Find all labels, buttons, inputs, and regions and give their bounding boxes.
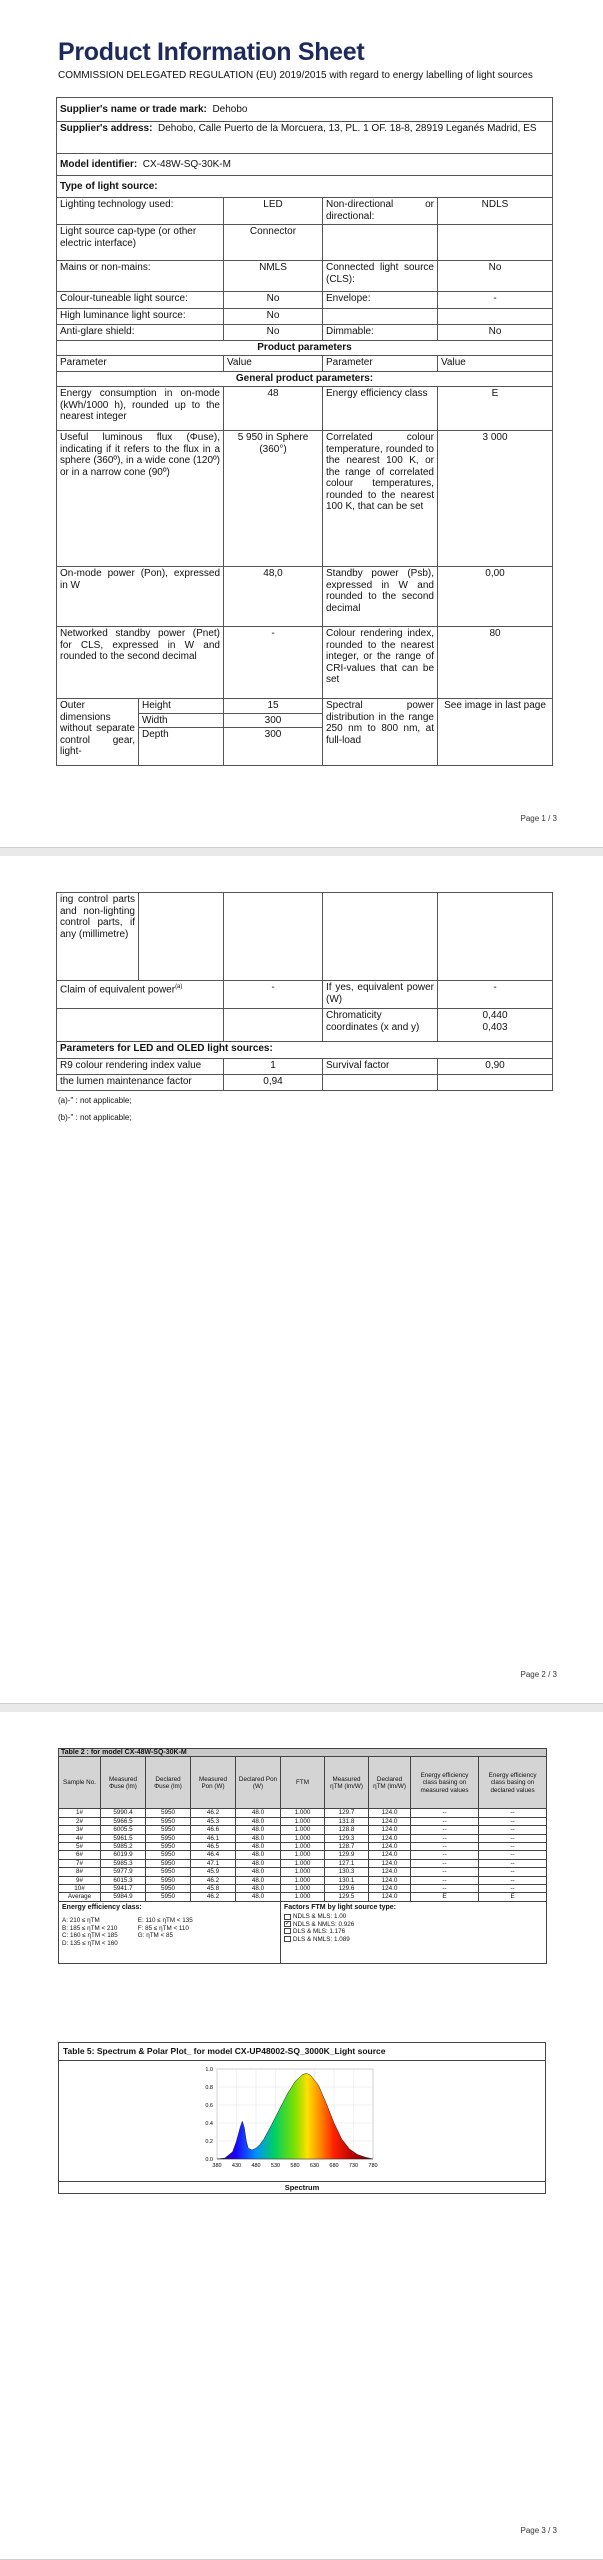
height-value: 15 bbox=[224, 699, 323, 714]
lt-value: LED bbox=[224, 198, 323, 225]
table-cell: 48.0 bbox=[236, 1826, 281, 1834]
height-label: Height bbox=[139, 699, 224, 714]
table-5-caption: Table 5: Spectrum & Polar Plot_ for model CX-UP48002-SQ_3000K_Light source bbox=[59, 2043, 545, 2059]
table-cell: 1.000 bbox=[281, 1809, 325, 1817]
cri-label: Colour rendering index, rounded to the nearest integer, or the range of CRI-values that can be set bbox=[323, 627, 438, 699]
pnet-value: - bbox=[224, 627, 323, 699]
table-cell: 48.0 bbox=[236, 1809, 281, 1817]
legend-line: G: ηTM < 85 bbox=[137, 1932, 173, 1940]
table-2-header-cell: Measured Φuse (lm) bbox=[101, 1757, 146, 1809]
lt-label: Lighting technology used: bbox=[57, 198, 224, 225]
depth-label: Depth bbox=[139, 728, 224, 766]
pnet-label: Networked standby power (Pnet) for CLS, expressed in W and rounded to the second decimal bbox=[57, 627, 224, 699]
hl-label: High luminance light source: bbox=[57, 309, 224, 325]
supplier-address-row: Supplier's address: Dehobo, Calle Puerto de la Morcuera, 13, PL. 1 OF. 18-8, 28919 Leganés Madrid, ES bbox=[57, 122, 553, 154]
table-cell: -- bbox=[479, 1851, 547, 1859]
chroma-label: Chromaticity coordinates (x and y) bbox=[323, 1009, 438, 1042]
y-tick-label: 0.8 bbox=[205, 2085, 213, 2091]
env-value: - bbox=[438, 292, 553, 309]
width-value: 300 bbox=[224, 713, 323, 728]
table-cell: 5950 bbox=[146, 1859, 191, 1867]
table-cell: -- bbox=[411, 1826, 479, 1834]
table-cell: 5950 bbox=[146, 1843, 191, 1851]
table-cell: 6019.9 bbox=[101, 1851, 146, 1859]
lm-value: 0,94 bbox=[224, 1075, 323, 1091]
table-cell: 46.6 bbox=[191, 1826, 236, 1834]
table-cell: 47.1 bbox=[191, 1859, 236, 1867]
table-2-header-cell: Energy efficiency class basing on measured values bbox=[411, 1757, 479, 1809]
table-2-caption: Table 2 : for model CX-48W-SQ-30K-M bbox=[59, 1749, 547, 1757]
table-cell: -- bbox=[411, 1885, 479, 1893]
eec-label: Energy efficiency class bbox=[323, 387, 438, 431]
table-cell: 5985.2 bbox=[101, 1843, 146, 1851]
page-number: Page 2 / 3 bbox=[520, 1670, 557, 1679]
type-of-light-source: Type of light source: bbox=[57, 176, 553, 198]
y-tick-label: 0.4 bbox=[205, 2121, 213, 2127]
x-tick-label: 430 bbox=[231, 2163, 242, 2169]
table-cell: 5961.5 bbox=[101, 1834, 146, 1842]
table-cell: 129.7 bbox=[325, 1809, 369, 1817]
table-cell: 48.0 bbox=[236, 1885, 281, 1893]
table-cell: E bbox=[479, 1893, 547, 1901]
table-cell: 124.0 bbox=[369, 1826, 411, 1834]
claim-label: Claim of equivalent power$^{(a)}$ bbox=[57, 981, 224, 1009]
table-2-header-cell: Energy efficiency class basing on declared values bbox=[479, 1757, 547, 1809]
table-cell: 124.0 bbox=[369, 1859, 411, 1867]
survival-label: Survival factor bbox=[323, 1059, 438, 1075]
table-cell: -- bbox=[411, 1876, 479, 1884]
table-cell: 124.0 bbox=[369, 1851, 411, 1859]
table-cell: -- bbox=[479, 1859, 547, 1867]
col-parameter-1: Parameter bbox=[57, 356, 224, 372]
table-cell: 5950 bbox=[146, 1851, 191, 1859]
table-2-header-cell: Measured ηTM (lm/W) bbox=[325, 1757, 369, 1809]
table-cell: 5950 bbox=[146, 1834, 191, 1842]
mains-label: Mains or non-mains: bbox=[57, 261, 224, 292]
table-2-header-cell: Declared Φuse (lm) bbox=[146, 1757, 191, 1809]
table-cell: -- bbox=[411, 1851, 479, 1859]
table-cell: 46.2 bbox=[191, 1809, 236, 1817]
table-cell: 3# bbox=[59, 1826, 101, 1834]
table-2-header-cell: FTM bbox=[281, 1757, 325, 1809]
table-cell: 46.2 bbox=[191, 1876, 236, 1884]
table-cell: 1.000 bbox=[281, 1826, 325, 1834]
lm-label: the lumen maintenance factor bbox=[57, 1075, 224, 1091]
table-2 bbox=[58, 1748, 547, 1964]
table-cell: 48.0 bbox=[236, 1876, 281, 1884]
x-tick-label: 580 bbox=[290, 2163, 300, 2169]
table-cell: -- bbox=[411, 1868, 479, 1876]
y-tick-label: 0.0 bbox=[205, 2157, 213, 2163]
table-row bbox=[59, 1843, 547, 1851]
col-value-1: Value bbox=[224, 356, 323, 372]
env-label: Envelope: bbox=[323, 292, 438, 309]
table-cell: -- bbox=[479, 1876, 547, 1884]
table-cell: 46.2 bbox=[191, 1893, 236, 1901]
table-cell: 5950 bbox=[146, 1826, 191, 1834]
table-cell: 2# bbox=[59, 1817, 101, 1825]
table-cell: 1.000 bbox=[281, 1817, 325, 1825]
table-cell: -- bbox=[479, 1868, 547, 1876]
table-cell: -- bbox=[479, 1817, 547, 1825]
table-row bbox=[59, 1893, 547, 1901]
table-cell: 6005.5 bbox=[101, 1826, 146, 1834]
table-cell: 4# bbox=[59, 1834, 101, 1842]
mains-value: NMLS bbox=[224, 261, 323, 292]
table-2-header-cell: Measured Pon (W) bbox=[191, 1757, 236, 1809]
table-cell: 48.0 bbox=[236, 1843, 281, 1851]
legend-line: F: 85 ≤ ηTM < 110 bbox=[137, 1924, 189, 1932]
table-cell: 1.000 bbox=[281, 1843, 325, 1851]
table-cell: 48.0 bbox=[236, 1834, 281, 1842]
outer-dimensions-label-cont: ing control parts and non-lighting control parts, if any (millimetre) bbox=[57, 893, 139, 981]
table-cell: 48.0 bbox=[236, 1868, 281, 1876]
table-cell: 5# bbox=[59, 1843, 101, 1851]
eqp-label: If yes, equivalent power (W) bbox=[323, 981, 438, 1009]
eqp-value: - bbox=[438, 981, 553, 1009]
led-params-header: Parameters for LED and OLED light sources: bbox=[57, 1042, 553, 1059]
table-cell: 48.0 bbox=[236, 1893, 281, 1901]
x-tick-label: 680 bbox=[329, 2163, 339, 2169]
ec-value: 48 bbox=[224, 387, 323, 431]
checkbox-icon bbox=[284, 1936, 291, 1942]
legend-line: B: 185 ≤ ηTM < 210 bbox=[62, 1924, 118, 1932]
page-number: Page 1 / 3 bbox=[520, 814, 557, 823]
x-tick-label: 480 bbox=[251, 2163, 261, 2169]
table-cell: 1.000 bbox=[281, 1893, 325, 1901]
cap-label: Light source cap-type (or other electric interface) bbox=[57, 225, 224, 261]
pon-label: On-mode power (Pon), expressed in W bbox=[57, 567, 224, 627]
table-cell: 5984.9 bbox=[101, 1893, 146, 1901]
table-cell: 5950 bbox=[146, 1817, 191, 1825]
ag-value: No bbox=[224, 325, 323, 341]
checkbox-icon bbox=[284, 1928, 291, 1934]
table-cell: 5941.7 bbox=[101, 1885, 146, 1893]
ec-label: Energy consumption in on-mode (kWh/1000 h), rounded up to the nearest integer bbox=[57, 387, 224, 431]
table-cell: 48.0 bbox=[236, 1851, 281, 1859]
page-title: Product Information Sheet bbox=[58, 38, 365, 66]
table-cell: 8# bbox=[59, 1868, 101, 1876]
table-cell: 46.1 bbox=[191, 1834, 236, 1842]
table-cell: 1# bbox=[59, 1809, 101, 1817]
x-tick-label: 530 bbox=[270, 2163, 281, 2169]
hl-value: No bbox=[224, 309, 323, 325]
pon-value: 48,0 bbox=[224, 567, 323, 627]
table-cell: 5950 bbox=[146, 1876, 191, 1884]
factor-option: DLS & NMLS: 1.089 bbox=[284, 1936, 543, 1943]
ctl-value: No bbox=[224, 292, 323, 309]
table-cell: -- bbox=[479, 1834, 547, 1842]
x-tick-label: 780 bbox=[368, 2163, 378, 2169]
table-cell: 127.1 bbox=[325, 1859, 369, 1867]
product-info-table bbox=[56, 97, 553, 766]
table-cell: 1.000 bbox=[281, 1876, 325, 1884]
model-identifier-row: Model identifier: CX-48W-SQ-30K-M bbox=[57, 154, 553, 176]
table-cell: 5950 bbox=[146, 1809, 191, 1817]
product-info-table-cont bbox=[56, 892, 553, 1091]
table-cell: 129.6 bbox=[325, 1885, 369, 1893]
cls-label: Connected light source (CLS): bbox=[323, 261, 438, 292]
table-cell: 1.000 bbox=[281, 1868, 325, 1876]
table-cell: Average bbox=[59, 1893, 101, 1901]
table-cell: 10# bbox=[59, 1885, 101, 1893]
psb-label: Standby power (Psb), expressed in W and rounded to the second decimal bbox=[323, 567, 438, 627]
table-cell: 5985.3 bbox=[101, 1859, 146, 1867]
table-cell: -- bbox=[479, 1809, 547, 1817]
table-cell: 128.8 bbox=[325, 1826, 369, 1834]
table-cell: 7# bbox=[59, 1859, 101, 1867]
ag-label: Anti-glare shield: bbox=[57, 325, 224, 341]
eec-legend: Energy efficiency class: A: 210 ≤ ηTM B: 185 ≤ ηTM < 210 C: 160 ≤ ηTM < 185 D: 135 ≤ ηTM < 160 E: 110 ≤ ηTM < 135 F: 85 ≤ ηTM < 110 G: ηTM < 85 bbox=[59, 1901, 281, 1963]
table-cell: 48.0 bbox=[236, 1859, 281, 1867]
y-tick-label: 0.2 bbox=[205, 2139, 213, 2145]
factor-option: DLS & MLS: 1.176 bbox=[284, 1928, 543, 1935]
x-tick-label: 730 bbox=[348, 2163, 359, 2169]
table-cell: -- bbox=[479, 1843, 547, 1851]
table-cell: 124.0 bbox=[369, 1817, 411, 1825]
factors-legend: Factors FTM by light source type: NDLS & MLS: 1.00 ✓ NDLS & NMLS: 0.926 DLS & MLS: 1.176 DLS & NMLS: 1.089 bbox=[281, 1901, 547, 1963]
table-cell: 124.0 bbox=[369, 1809, 411, 1817]
checkbox-icon bbox=[284, 1914, 291, 1920]
y-tick-label: 0.6 bbox=[205, 2103, 213, 2109]
table-cell: 124.0 bbox=[369, 1893, 411, 1901]
x-tick-label: 630 bbox=[309, 2163, 320, 2169]
chroma-value: 0,440 0,403 bbox=[438, 1009, 553, 1042]
table-cell: 124.0 bbox=[369, 1876, 411, 1884]
legend-line: D: 135 ≤ ηTM < 160 bbox=[62, 1939, 118, 1947]
flux-value: 5 950 in Sphere (360°) bbox=[224, 431, 323, 567]
cap-value: Connector bbox=[224, 225, 323, 261]
y-tick-label: 1.0 bbox=[205, 2067, 213, 2073]
ctl-label: Colour-tuneable light source: bbox=[57, 292, 224, 309]
table-5 bbox=[58, 2042, 546, 2194]
table-cell: 46.5 bbox=[191, 1843, 236, 1851]
table-cell: -- bbox=[411, 1809, 479, 1817]
table-row bbox=[59, 1885, 547, 1893]
table-cell: 48.0 bbox=[236, 1817, 281, 1825]
col-value-2: Value bbox=[438, 356, 553, 372]
x-tick-label: 380 bbox=[212, 2163, 222, 2169]
page-number: Page 3 / 3 bbox=[520, 2526, 557, 2535]
table-cell: -- bbox=[479, 1885, 547, 1893]
cri-value: 80 bbox=[438, 627, 553, 699]
table-cell: 124.0 bbox=[369, 1868, 411, 1876]
dim-label: Dimmable: bbox=[323, 325, 438, 341]
flux-label: Useful luminous flux (Φuse), indicating if it refers to the flux in a sphere (360º), in a wide cone (120º) or in a narrow cone (90º) bbox=[57, 431, 224, 567]
spd-label: Spectral power distribution in the range 250 nm to 800 nm, at full-load bbox=[323, 699, 438, 766]
table-row bbox=[59, 1826, 547, 1834]
table-cell: 131.8 bbox=[325, 1817, 369, 1825]
table-cell: 128.7 bbox=[325, 1843, 369, 1851]
product-parameters-header: Product parameters bbox=[57, 341, 553, 356]
general-parameters-header: General product parameters: bbox=[57, 372, 553, 387]
r9-value: 1 bbox=[224, 1059, 323, 1075]
page-2 bbox=[0, 856, 603, 1704]
table-row bbox=[59, 1851, 547, 1859]
table-cell: 5950 bbox=[146, 1893, 191, 1901]
table-cell: 1.000 bbox=[281, 1885, 325, 1893]
table-cell: 1.000 bbox=[281, 1834, 325, 1842]
table-cell: 129.3 bbox=[325, 1834, 369, 1842]
psb-value: 0,00 bbox=[438, 567, 553, 627]
table-2-header-cell: Declared Pon (W) bbox=[236, 1757, 281, 1809]
checked-box-icon: ✓ bbox=[285, 1921, 291, 1928]
table-cell: -- bbox=[411, 1843, 479, 1851]
outer-dimensions-label: Outer dimensions without separate control gear, light- bbox=[57, 699, 139, 766]
supplier-name-row: Supplier's name or trade mark: Dehobo bbox=[57, 98, 553, 122]
table-cell: 45.3 bbox=[191, 1817, 236, 1825]
table-row bbox=[59, 1876, 547, 1884]
table-2-header-cell: Declared ηTM (lm/W) bbox=[369, 1757, 411, 1809]
table-cell: 129.9 bbox=[325, 1851, 369, 1859]
table-cell: 129.5 bbox=[325, 1893, 369, 1901]
eec-value: E bbox=[438, 387, 553, 431]
page-1 bbox=[0, 0, 603, 848]
legend-line: A: 210 ≤ ηTM bbox=[62, 1917, 100, 1925]
r9-label: R9 colour rendering index value bbox=[57, 1059, 224, 1075]
width-label: Width bbox=[139, 713, 224, 728]
dim-value: No bbox=[438, 325, 553, 341]
table-cell: 130.3 bbox=[325, 1868, 369, 1876]
footnote-a: (a)-" : not applicable; bbox=[58, 1096, 132, 1105]
legend-line: C: 160 ≤ ηTM < 185 bbox=[62, 1932, 118, 1940]
table-cell: 5950 bbox=[146, 1885, 191, 1893]
table-cell: 1.000 bbox=[281, 1851, 325, 1859]
table-cell: 45.9 bbox=[191, 1868, 236, 1876]
table-cell: 124.0 bbox=[369, 1843, 411, 1851]
table-2-header-cell: Sample No. bbox=[59, 1757, 101, 1809]
legend-line: E: 110 ≤ ηTM < 135 bbox=[137, 1917, 193, 1925]
table-5-footer: Spectrum bbox=[59, 2181, 545, 2193]
footnote-b: (b)-" : not applicable; bbox=[58, 1113, 132, 1122]
table-cell: -- bbox=[411, 1859, 479, 1867]
depth-value: 300 bbox=[224, 728, 323, 766]
nd-label: Non-directional or directional: bbox=[323, 198, 438, 225]
regulation-text: COMMISSION DELEGATED REGULATION (EU) 2019/2015 with regard to energy labelling of light sources bbox=[58, 70, 533, 81]
table-cell: 5977.9 bbox=[101, 1868, 146, 1876]
cct-label: Correlated colour temperature, rounded to the nearest 100 K, or the range of correlated colour temperatures, rounded to the nearest 100 K, that can be set bbox=[323, 431, 438, 567]
nd-value: NDLS bbox=[438, 198, 553, 225]
table-cell: 9# bbox=[59, 1876, 101, 1884]
col-parameter-2: Parameter bbox=[323, 356, 438, 372]
table-cell: 5950 bbox=[146, 1868, 191, 1876]
factor-option: ✓ NDLS & NMLS: 0.926 bbox=[285, 1920, 355, 1928]
table-cell: -- bbox=[411, 1834, 479, 1842]
table-row bbox=[59, 1859, 547, 1867]
table-cell: -- bbox=[411, 1817, 479, 1825]
cls-value: No bbox=[438, 261, 553, 292]
table-cell: 124.0 bbox=[369, 1885, 411, 1893]
table-row bbox=[59, 1868, 547, 1876]
survival-value: 0,90 bbox=[438, 1059, 553, 1075]
table-cell: 124.0 bbox=[369, 1834, 411, 1842]
table-cell: 45.8 bbox=[191, 1885, 236, 1893]
table-cell: 5966.5 bbox=[101, 1817, 146, 1825]
table-row bbox=[59, 1809, 547, 1817]
spectrum-chart bbox=[59, 2063, 547, 2181]
cct-value: 3 000 bbox=[438, 431, 553, 567]
table-cell: 6# bbox=[59, 1851, 101, 1859]
table-cell: 46.4 bbox=[191, 1851, 236, 1859]
claim-value: - bbox=[224, 981, 323, 1009]
table-cell: 130.1 bbox=[325, 1876, 369, 1884]
spd-value: See image in last page bbox=[438, 699, 553, 766]
table-cell: E bbox=[411, 1893, 479, 1901]
table-cell: 6015.3 bbox=[101, 1876, 146, 1884]
table-cell: 1.000 bbox=[281, 1859, 325, 1867]
table-row bbox=[59, 1817, 547, 1825]
table-row bbox=[59, 1834, 547, 1842]
table-cell: 5990.4 bbox=[101, 1809, 146, 1817]
table-cell: -- bbox=[479, 1826, 547, 1834]
factor-option: NDLS & MLS: 1.00 bbox=[284, 1913, 543, 1920]
